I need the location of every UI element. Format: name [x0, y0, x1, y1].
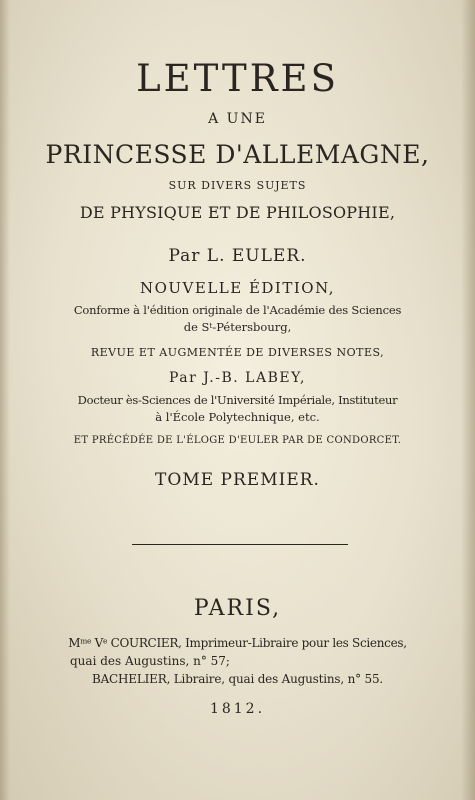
- revue-line: REVUE ET AUGMENTÉE DE DIVERSES NOTES,: [90, 346, 385, 359]
- tome-line: TOME PREMIER.: [155, 470, 320, 490]
- title-princess: PRINCESSE D'ALLEMAGNE,: [45, 140, 430, 169]
- polytechnique-line: à l'École Polytechnique, etc.: [155, 410, 320, 424]
- title-physique: DE PHYSIQUE ET DE PHILOSOPHIE,: [79, 203, 396, 222]
- courcier-m: M: [68, 636, 81, 650]
- petersbourg-sup: t: [209, 320, 213, 330]
- courcier-address-line: quai des Augustins, n° 57;: [70, 654, 230, 668]
- courcier-line: [0, 637, 475, 649]
- courcier-v: V: [91, 636, 103, 650]
- divider-rule: [132, 544, 348, 545]
- courcier-e: e: [102, 636, 108, 646]
- city-line: PARIS,: [193, 596, 282, 621]
- courcier-me: me: [80, 636, 92, 646]
- petersbourg-suffix: -Pétersbourg,: [212, 320, 292, 334]
- book-title: LETTRES: [136, 57, 339, 100]
- author-line: Par L. EULER.: [168, 246, 307, 266]
- par-labey-line: Par J.-B. LABEY,: [169, 370, 306, 386]
- edition-line: NOUVELLE ÉDITION,: [139, 279, 336, 297]
- petersbourg-line: [0, 322, 475, 334]
- year-line: 1812.: [209, 701, 266, 717]
- conforme-line: Conforme à l'édition originale de l'Académie des Sciences: [73, 303, 402, 317]
- courcier-rest: COURCIER, Imprimeur-Libraire pour les Sciences,: [107, 636, 407, 650]
- title-sur-divers: SUR DIVERS SUJETS: [168, 179, 307, 192]
- title-connector: A UNE: [208, 111, 267, 127]
- bachelier-line: BACHELIER, Libraire, quai des Augustins, n° 55.: [91, 672, 384, 686]
- precedee-line: ET PRÉCÉDÉE DE L'ÉLOGE D'EULER PAR DE CONDORCET.: [73, 435, 402, 446]
- docteur-line: Docteur ès-Sciences de l'Université Impériale, Instituteur: [77, 393, 398, 407]
- petersbourg-prefix: de S: [183, 320, 210, 334]
